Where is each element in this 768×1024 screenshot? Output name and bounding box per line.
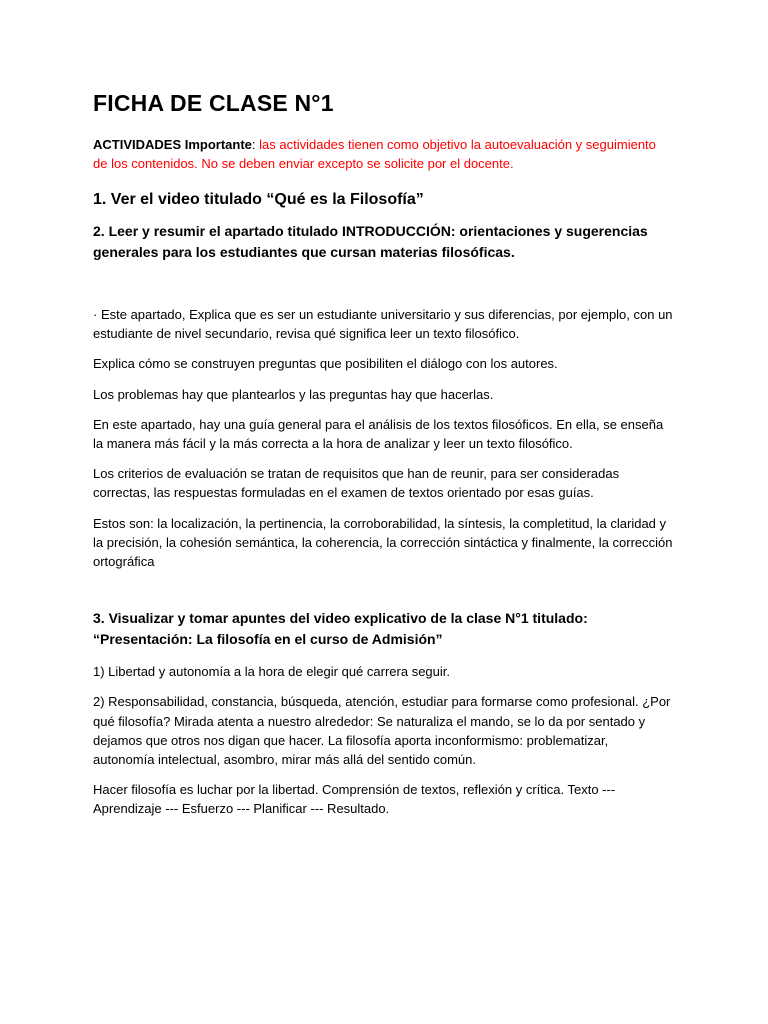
paragraph: Estos son: la localización, la pertinencia, la corroborabilidad, la síntesis, la completitud, la claridad y la precisión, la cohesión semántica, la coherencia, la corrección sintáctica y finalmente, la corrección ortográfica — [93, 515, 673, 570]
paragraph: Los problemas hay que plantearlos y las preguntas hay que hacerlas. — [93, 386, 494, 402]
heading-2: 2. Leer y resumir el apartado titulado INTRODUCCIÓN: orientaciones y sugerencias generales para los estudiantes que cursan materias filosóficas. — [93, 223, 648, 260]
paragraph: En este apartado, hay una guía general para el análisis de los textos filosóficos. En ella, se enseña la manera más fácil y la más correcta a la hora de analizar y leer un texto filosófico. — [93, 416, 664, 452]
activities-warning: las actividades tienen como objetivo la autoevaluación y seguimiento de los contenidos. No se deben enviar excepto se solicite por el docente. — [93, 137, 656, 171]
activities-colon: : — [251, 137, 256, 152]
activities-lead: ACTIVIDADES Importante — [93, 137, 252, 152]
paragraph: · Este apartado, Explica que es ser un estudiante universitario y sus diferencias, por ejemplo, con un estudiante de nivel secundario, revisa qué significa leer un texto filosófico. — [93, 307, 673, 342]
activities-notice — [93, 135, 673, 173]
paragraph: Explica cómo se construyen preguntas que posibiliten el diálogo con los autores. — [93, 356, 558, 372]
document-content — [93, 86, 673, 819]
paragraph: 1) Libertad y autonomía a la hora de elegir qué carrera seguir. — [93, 664, 450, 680]
document-title: FICHA DE CLASE N°1 — [93, 90, 334, 116]
heading-1: 1. Ver el video titulado “Qué es la Filosofía” — [93, 191, 424, 208]
paragraph: Los criterios de evaluación se tratan de requisitos que han de reunir, para ser consideradas correctas, las respuestas formuladas en el examen de textos orientado por esas guías. — [93, 466, 620, 501]
paragraph: 2) Responsabilidad, constancia, búsqueda, atención, estudiar para formarse como profesional. ¿Por qué filosofía? Mirada atenta a nuestro alrededor: Se naturaliza el mando, se lo da por sentado y dejamos que otros nos digan que hacer. La filosofía aporta inconformismo: problematizar, autonomía intelectual, asombro, mirar más allá del sentido común. — [93, 694, 671, 768]
heading-3: 3. Visualizar y tomar apuntes del video explicativo de la clase N°1 titulado: “Presentación: La filosofía en el curso de Admisión” — [93, 610, 588, 648]
paragraph: Hacer filosofía es luchar por la libertad. Comprensión de textos, reflexión y crítica. Texto --- Aprendizaje --- Esfuerzo --- Planificar --- Resultado. — [93, 782, 616, 817]
